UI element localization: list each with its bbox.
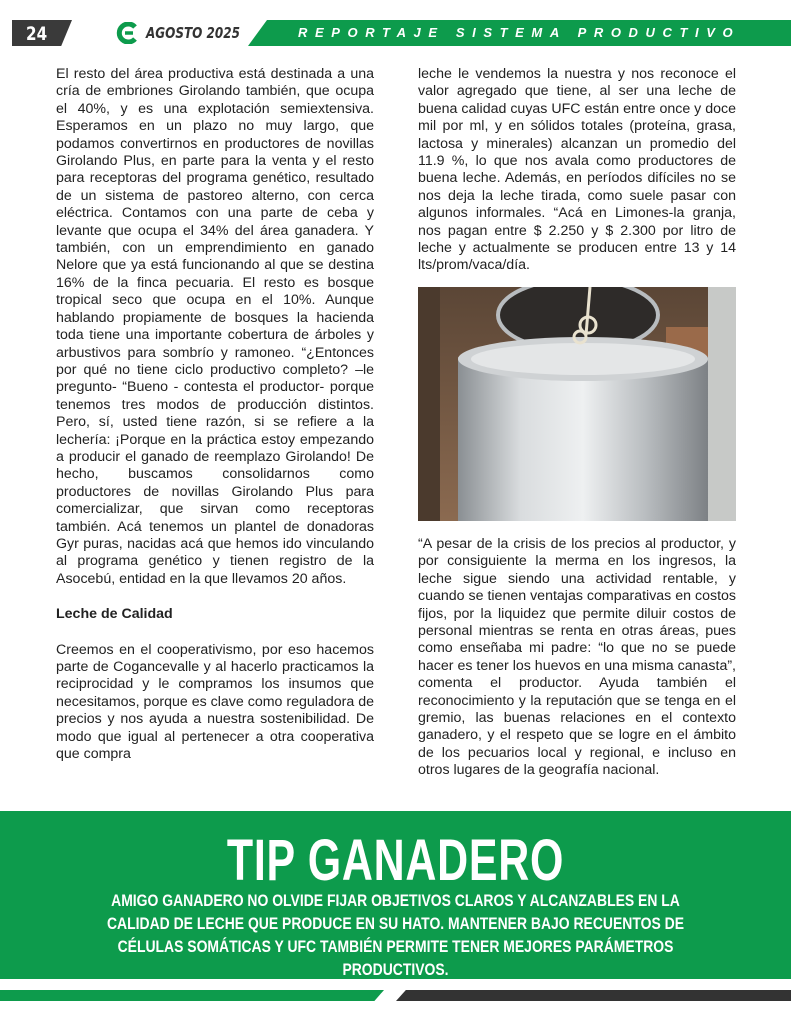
footer-bar-green: [0, 990, 384, 1001]
article-paragraph: leche le vendemos la nuestra y nos reconoce el valor agregado que tiene, al ser una leche de buena calidad cuyas UFC están entre once y doce mil por ml, y en sólidos totales (proteína, grasa, lactosa y minerales) alcanzan un promedio del 11.9 %, lo que nos avala como productores de buena leche. Además, en períodos difíciles no se nos deja la leche tirada, como suele pasar con algunos informales. “Acá en Limones-la granja, nos pagan entre $ 2.250 y $ 2.300 por litro de leche y actualmente se producen entre 13 y 14 lts/prom/vaca/día.: [418, 66, 736, 274]
milk-tank-photo: [418, 287, 736, 521]
tip-text: AMIGO GANADERO NO OLVIDE FIJAR OBJETIVOS CLAROS Y ALCANZABLES EN LA CALIDAD DE LECHE QUE PRODUCE EN SU HATO. MANTENER BAJO RECUENTOS DE CÉLULAS SOMÁTICAS Y UFC TAMBIÉN PERMITE TENER MEJORES PARÁMETROS PRODUCTIVOS.: [106, 891, 685, 979]
article-paragraph: El resto del área productiva está destinada a una cría de embriones Girolando también, que ocupa el 40%, y es una explotación semiextensiva. Esperamos en un plazo no muy largo, que podamos convertirnos en productores de novillas Girolando Plus, en parte para la venta y el resto para receptoras del programa genético, resultado de un sistema de pastoreo alterno, con cerca eléctrica. Contamos con una parte de ceba y levante que ocupa el 34% del área ganadera. Y también, con un emprendimiento en ganado Nelore que ya está funcionando al que se destina 16% de la finca pecuaria. El resto es bosque tropical seco que ocupa en el 10%. Aunque hablando propiamente de bosques la hacienda toda tiene una importante cobertura de árboles y arbustivos para sombrío y ramoneo. “¿Entonces por qué no tiene ciclo productivo completo? –le pregunto- “Bueno - contesta el productor- porque tenemos tres modos de producción distintos. Pero, sí, usted tiene razón, si se refiere a la lechería: ¡Porque en la práctica estoy empezando a producir el ganado de reemplazo Girolando! De hecho, buscamos consolidarnos como productores de novillas Girolando Plus para comercializar, que sirvan como receptoras también. Acá tenemos un plantel de donadoras Gyr puras, nacidas acá que hemos ido vinculando al programa genético y tienen registro de la Asocebú, entidad en la que llevamos 20 años.: [56, 66, 374, 587]
tip-title: TIP GANADERO: [226, 828, 565, 893]
page-header: [0, 20, 791, 46]
section-title: REPORTAJE SISTEMA PRODUCTIVO: [298, 25, 741, 40]
article-column-right-bottom: [418, 536, 736, 780]
cooperative-logo-icon: [116, 22, 140, 44]
footer-bar-dark: [396, 990, 791, 1001]
article-paragraph: Creemos en el cooperativismo, por eso hacemos parte de Cogancevalle y al hacerlo practicamos la reciprocidad y le compramos los insumos que necesitamos, porque es clave como reguladora de precios y nos ayuda a nuestra sostenibilidad. De modo que igual al pertenecer a otra cooperativa que compra: [56, 641, 374, 763]
page-number: 24: [26, 23, 48, 45]
article-column-right-top: [418, 66, 736, 275]
article-subtitle: Leche de Calidad: [56, 606, 173, 623]
tip-banner: [0, 811, 791, 979]
issue-date: AGOSTO 2025: [146, 24, 240, 42]
article-paragraph: “A pesar de la crisis de los precios al productor, y por consiguiente la merma en los ingresos, la leche sigue siendo una actividad rentable, y cuando se tienen ventajas comparativas en costos fijos, por la liquidez que permite diluir costos de personal mientras se renta en otras áreas, pues como enseñaba mi padre: “lo que no se puede hacer es tener los huevos en una misma canasta”, comenta el productor. Ayuda también el reconocimiento y la reputación que se tenga en el gremio, las buenas relaciones en el contexto ganadero, y el respeto que se logre en el ámbito de los pecuarios local y regional, e incluso en otros lugares de la geografía nacional.: [418, 536, 736, 779]
article-column-left: [56, 66, 374, 763]
